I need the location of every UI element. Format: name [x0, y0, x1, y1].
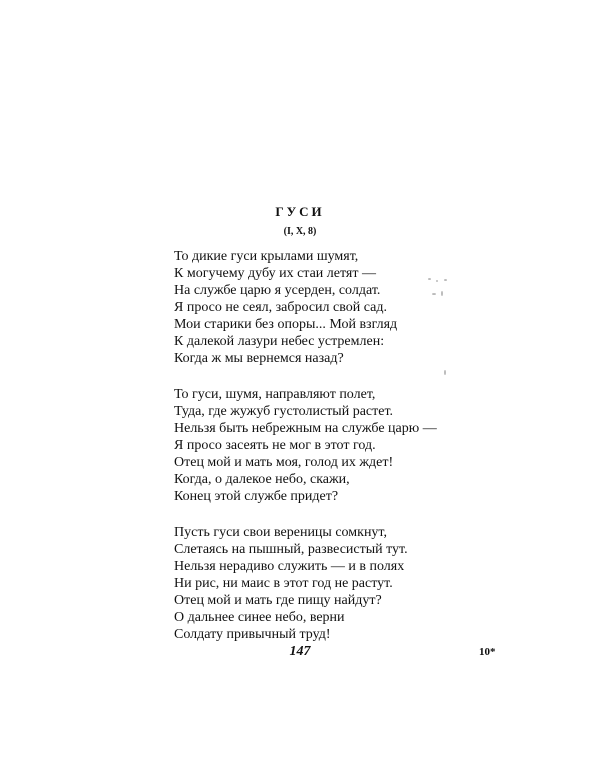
stanza-2 — [174, 386, 474, 505]
scan-speck — [436, 280, 438, 282]
poem-line: То дикие гуси крылами шумят, — [174, 249, 359, 264]
poem-line: Конец этой службе придет? — [174, 489, 339, 504]
poem-line: Когда ж мы вернемся назад? — [174, 351, 344, 366]
poem-line: К могучему дубу их стаи летят — — [174, 266, 376, 281]
poem-line: Отец мой и мать где пищу найдут? — [174, 593, 382, 608]
poem-line: Слетаясь на пышный, развесистый тут. — [174, 542, 408, 557]
page-number: 147 — [289, 644, 311, 659]
scan-speck — [444, 279, 447, 281]
stanza-1 — [174, 248, 474, 367]
poem-line: Я просо не сеял, забросил свой сад. — [174, 300, 387, 315]
scan-speck — [444, 370, 446, 375]
poem-title: ГУСИ — [275, 204, 325, 219]
poem-subtitle: (I, X, 8) — [283, 226, 317, 237]
stanza-3 — [174, 524, 474, 643]
scan-speck — [441, 291, 443, 296]
poem-line: Ни рис, ни маис в этот год не растут. — [174, 576, 393, 591]
poem-line: Нельзя быть небрежным на службе царю — — [174, 421, 437, 436]
poem-line: Когда, о далекое небо, скажи, — [174, 472, 350, 487]
printer-signature-mark: 10* — [479, 646, 496, 658]
poem-line: Солдату привычный труд! — [174, 627, 331, 642]
poem-line: Туда, где жужуб густолистый растет. — [174, 404, 394, 419]
poem-body — [174, 248, 474, 662]
poem-line: К далекой лазури небес устремлен: — [174, 334, 385, 349]
poem-line: Мои старики без опоры... Мой взгляд — [174, 317, 398, 332]
poem-line: На службе царю я усерден, солдат. — [174, 283, 381, 298]
scan-speck — [428, 278, 431, 280]
poem-line: О дальнее синее небо, верни — [174, 610, 345, 625]
poem-line: Пусть гуси свои вереницы сомкнут, — [174, 525, 388, 540]
poem-line: Я просо засеять не мог в этот год. — [174, 438, 376, 453]
scan-speck — [432, 293, 436, 295]
poem-line: Отец мой и мать моя, голод их ждет! — [174, 455, 394, 470]
poem-line: Нельзя нерадиво служить — и в полях — [174, 559, 405, 574]
poem-line: То гуси, шумя, направляют полет, — [174, 387, 376, 402]
